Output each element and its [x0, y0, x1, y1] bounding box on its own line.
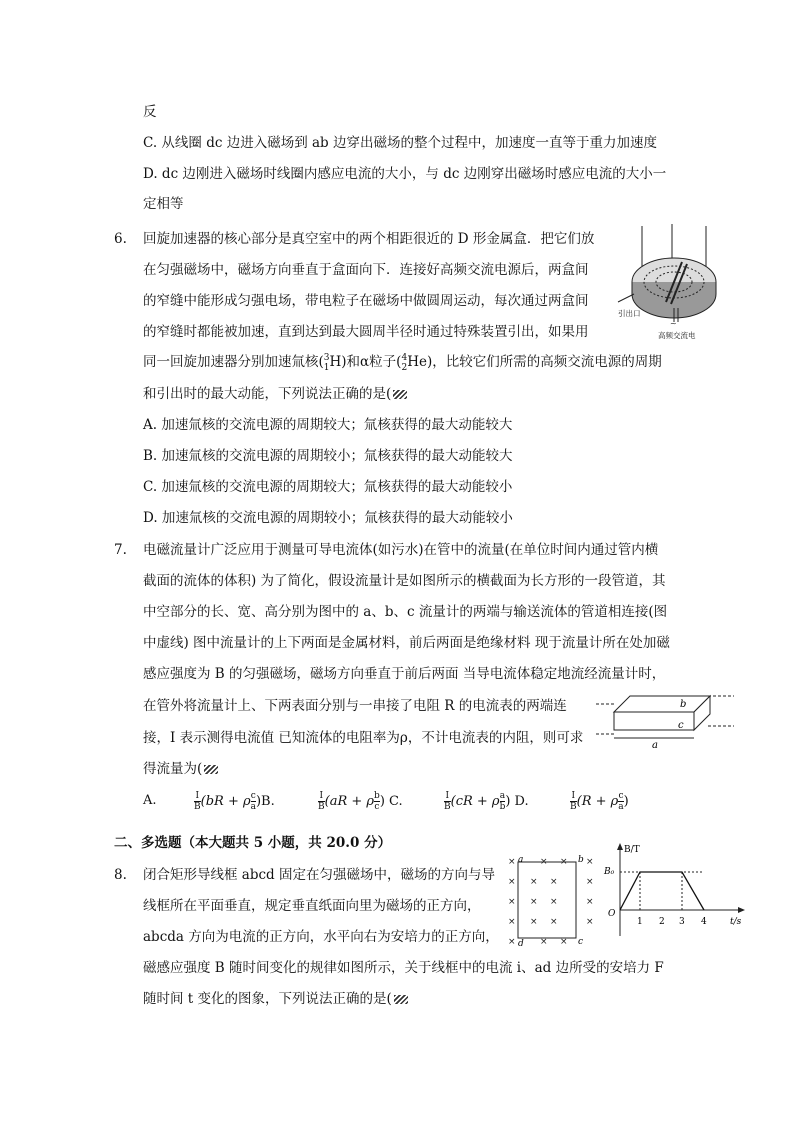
q8-line-1: 闭合矩形导线框 abcd 固定在匀强磁场中，磁场的方向与导: [143, 867, 495, 883]
answer-blank-icon: [394, 995, 408, 1004]
q6-line-3: 的窄缝中能形成匀强电场，带电粒子在磁场中做圆周运动，每次通过两盒间: [143, 293, 589, 309]
svg-text:×: ×: [508, 857, 516, 867]
wire-frame-figure: [506, 852, 598, 948]
svg-text:×: ×: [550, 877, 558, 887]
q7-option-expr: $\frac{I}{B}$ (bR + ρ $\frac{c}{a}$ )B.: [194, 791, 275, 812]
svg-text:×: ×: [586, 897, 594, 907]
fig-ac-label: 高频交流电: [658, 331, 696, 340]
q7-line-6: 在管外将流量计上、下两表面分别与一串接了电阻 R 的电流表的两端连: [143, 698, 567, 714]
tritium-nuclide: 3 1: [323, 352, 330, 373]
flowmeter-figure: [596, 690, 736, 750]
fig-outlet-label: 引出口: [618, 309, 641, 318]
svg-text:×: ×: [586, 857, 594, 867]
q6-line-5c: He)，比较它们所需的高频交流电源的周期: [407, 354, 662, 370]
q7-line-3: 中空部分的长、宽、高分别为图中的 a、b、c 流量计的两端与输送流体的管道相连接(图: [143, 604, 668, 620]
q6-option-b: B. 加速氚核的交流电源的周期较小；氚核获得的最大动能较大: [143, 448, 513, 464]
q7-number: 7.: [114, 542, 127, 558]
q7-option-a-label: A.: [143, 793, 157, 808]
svg-text:×: ×: [540, 857, 548, 867]
alpha-nuclide: 4 2: [401, 352, 408, 373]
svg-text:×: ×: [560, 857, 568, 867]
svg-text:×: ×: [508, 937, 516, 947]
q7-option-expr: $\frac{I}{B}$ (R + ρ $\frac{c}{a}$ ): [570, 791, 629, 812]
frame-c-label: c: [578, 937, 584, 947]
q6-line-1: 回旋加速器的核心部分是真空室中的两个相距很近的 D 形金属盒．把它们放: [143, 231, 595, 247]
svg-text:×: ×: [586, 877, 594, 887]
q5-line-1: 反: [143, 104, 157, 120]
q8-line-2: 线框所在平面垂直，规定垂直纸面向里为磁场的正方向，: [143, 898, 481, 914]
q6-line-6: 和引出时的最大动能，下列说法正确的是(: [143, 384, 407, 404]
q6-option-a: A. 加速氚核的交流电源的周期较大；氚核获得的最大动能较大: [143, 417, 513, 433]
q6-option-c: C. 加速氚核的交流电源的周期较大；氚核获得的最大动能较小: [143, 479, 513, 495]
graph-tick-label: 2: [659, 917, 665, 927]
frame-a-label: a: [518, 855, 524, 865]
frame-d-label: d: [518, 939, 524, 948]
q8-line-3: abcda 方向为电流的正方向，水平向右为安培力的正方向，: [143, 929, 499, 945]
q7-line-2: 截面的流体的体积) 为了简化，假设流量计是如图所示的横截面为长方形的一段管道，其: [143, 573, 666, 589]
q8-line-4: 磁感应强度 B 随时间变化的规律如图所示，关于线框中的电流 i、ad 边所受的安培力 F: [143, 960, 664, 976]
svg-text:~: ~: [670, 319, 677, 328]
answer-blank-icon: [393, 390, 407, 399]
graph-tick-label: 3: [679, 917, 685, 927]
cyclotron-figure: [616, 222, 721, 340]
svg-text:×: ×: [540, 937, 548, 947]
q8-number: 8.: [114, 867, 127, 883]
frame-b-label: b: [578, 855, 584, 865]
svg-text:×: ×: [586, 917, 594, 927]
q5-option-c: C. 从线圈 dc 边进入磁场到 ab 边穿出磁场的整个过程中，加速度一直等于重力加速度: [143, 135, 657, 151]
svg-text:×: ×: [560, 937, 568, 947]
q6-option-d: D. 加速氚核的交流电源的周期较小；氚核获得的最大动能较小: [143, 510, 513, 526]
q7-line-1: 电磁流量计广泛应用于测量可导电流体(如污水)在管中的流量(在单位时间内通过管内横: [143, 542, 659, 558]
q7-option-expr: $\frac{I}{B}$ (aR + ρ $\frac{b}{c}$ ) C.: [318, 791, 403, 812]
fig-a-label: a: [652, 740, 658, 750]
graph-origin-label: O: [608, 909, 616, 919]
answer-blank-icon: [204, 765, 218, 774]
svg-text:×: ×: [550, 917, 558, 927]
q6-line-5b: H)和α粒子(: [329, 354, 402, 370]
section-2-heading: 二、多选题（本大题共 5 小题，共 20.0 分）: [114, 835, 392, 851]
graph-x-label: t/s: [730, 917, 742, 927]
svg-text:×: ×: [508, 917, 516, 927]
svg-text:×: ×: [530, 917, 538, 927]
graph-tick-label: 4: [701, 917, 707, 927]
svg-text:×: ×: [550, 897, 558, 907]
q7-line-8: 得流量为(: [143, 759, 218, 779]
fig-b-label: b: [680, 699, 687, 710]
q5-option-d-line2: 定相等: [143, 196, 184, 212]
graph-tick-label: 1: [637, 917, 643, 927]
b-t-graph: [602, 840, 752, 940]
svg-text:×: ×: [508, 877, 516, 887]
q8-line-5: 随时间 t 变化的图象，下列说法正确的是(: [143, 989, 408, 1009]
q7-line-4: 中虚线) 图中流量计的上下两面是金属材料，前后两面是绝缘材料 现于流量计所在处加磁: [143, 635, 670, 651]
graph-y-label: B/T: [624, 845, 640, 855]
q6-number: 6.: [114, 231, 127, 247]
q6-line-4: 的窄缝时都能被加速，直到达到最大圆周半径时通过特殊装置引出，如果用: [143, 324, 589, 340]
fig-c-label: c: [678, 720, 684, 731]
q7-line-5: 感应强度为 B 的匀强磁场，磁场方向垂直于前后两面 当导电流体稳定地流经流量计时，: [143, 666, 666, 682]
svg-text:×: ×: [530, 877, 538, 887]
q6-line-5a: 同一回旋加速器分别加速氚核(: [143, 354, 324, 370]
q6-line-2: 在匀强磁场中，磁场方向垂直于盒面向下．连接好高频交流电源后，两盒间: [143, 262, 589, 278]
q7-line-7: 接，I 表示测得电流值 已知流体的电阻率为ρ，不计电流表的内阻，则可求: [143, 730, 584, 746]
graph-b0-label: B₀: [604, 867, 615, 877]
svg-text:×: ×: [508, 897, 516, 907]
q7-option-expr: $\frac{I}{B}$ (cR + ρ $\frac{a}{b}$ ) D.: [444, 791, 529, 812]
q6-line-5: [143, 352, 662, 373]
q5-option-d-line1: D. dc 边刚进入磁场时线圈内感应电流的大小，与 dc 边刚穿出磁场时感应电流的大小一: [143, 166, 667, 182]
svg-text:×: ×: [530, 897, 538, 907]
